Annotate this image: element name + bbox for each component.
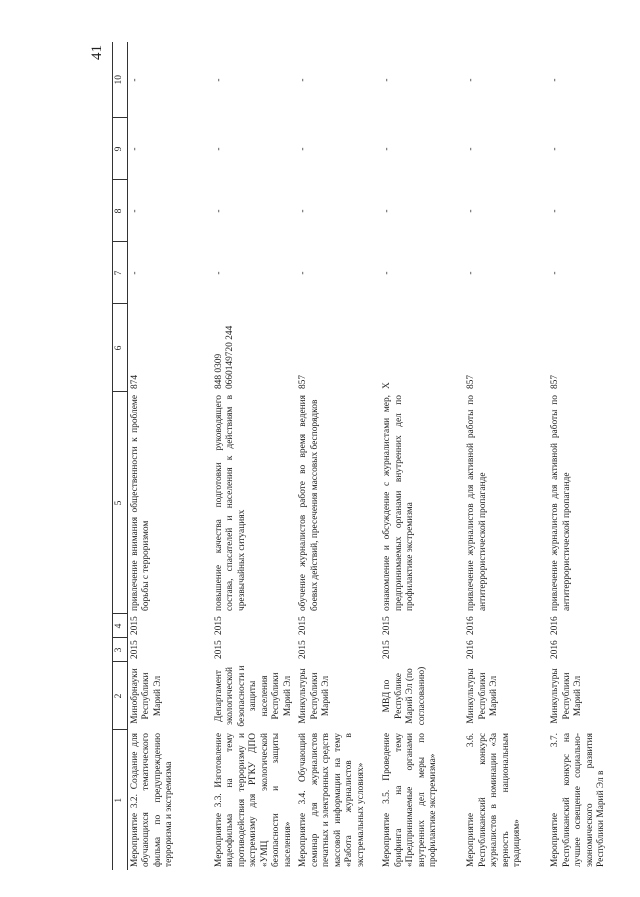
column-number: 3: [113, 638, 128, 662]
budget-code-cell: 857: [466, 374, 477, 389]
table-row: [548, 42, 632, 870]
end-year-cell: 2015: [298, 616, 309, 635]
result-cell: ознакомление и обсуждение с журналистами мер, предпринимаемых органами внутренних дел по профилактике экстремизма: [382, 395, 416, 611]
value-cell: -: [466, 209, 477, 213]
executor-cell: Департамент экологической безопасности и защиты населения Республики Марий Эл: [214, 665, 293, 727]
column-number: 10: [113, 42, 128, 118]
column-number: 4: [113, 614, 128, 638]
end-year-cell: 2015: [214, 616, 224, 635]
value-cell: -: [214, 271, 224, 275]
budget-code-cell: 857: [550, 374, 561, 389]
executor-cell: Минкультуры Республики Марий Эл: [466, 668, 500, 724]
column-number: 6: [113, 304, 128, 392]
value-cell: -: [382, 78, 393, 82]
table-row: [212, 42, 296, 870]
value-cell: -: [382, 147, 393, 151]
end-year-cell: 2015: [382, 616, 393, 635]
column-number: 7: [113, 242, 128, 304]
value-cell: -: [130, 209, 140, 213]
executor-cell: Минкультуры Республики Марий Эл: [298, 668, 332, 724]
value-cell: -: [550, 147, 561, 151]
budget-code-cell: 874: [130, 374, 140, 389]
activity-cell: Мероприятие 3.5. Проведение брифинга на тему «Предпринимаемые органами внутренних дел меры по профилактике экстремизма»: [382, 733, 439, 867]
column-number: 8: [113, 180, 128, 242]
start-year-cell: 2016: [466, 640, 477, 659]
activity-cell: Мероприятие 3.2. Создание для обучающихся тематического фильма по предупреждению терроризма и экстремизма: [130, 733, 175, 867]
page-number: 41: [89, 45, 105, 60]
result-cell: привлечение внимания общественности к проблеме борьбы с терроризмом: [130, 395, 152, 611]
budget-code-cell: 857: [298, 374, 309, 389]
value-cell: -: [550, 78, 561, 82]
start-year-cell: 2015: [298, 640, 309, 659]
start-year-cell: 2016: [550, 640, 561, 659]
start-year-cell: 2015: [214, 640, 224, 659]
value-cell: -: [382, 271, 393, 275]
value-cell: -: [214, 147, 224, 151]
value-cell: -: [550, 209, 561, 213]
activity-cell: Мероприятие 3.6. Республиканский конкурс журналистов в номинации «За верность национальным традициям»: [466, 733, 523, 867]
table-row: [128, 42, 213, 870]
value-cell: -: [298, 78, 309, 82]
value-cell: -: [130, 78, 140, 82]
start-year-cell: 2015: [130, 640, 140, 659]
value-cell: -: [466, 271, 477, 275]
column-number-row: [113, 42, 128, 870]
value-cell: -: [298, 271, 309, 275]
column-number: 5: [113, 392, 128, 614]
executor-cell: Минкультуры Республики Марий Эл: [550, 668, 584, 724]
column-number: 9: [113, 118, 128, 180]
table-row: [296, 42, 380, 870]
column-number: 1: [113, 730, 128, 870]
program-table: [112, 42, 632, 870]
value-cell: -: [298, 147, 309, 151]
table-row: [380, 42, 464, 870]
activity-cell: Мероприятие 3.4. Обучающий семинар для журналистов печатных и электронных средств массовой информации на тему «Работа журналистов в экстремальных условиях»: [298, 733, 366, 867]
executor-cell: МВД по Республике Марий Эл (по согласованию): [382, 666, 427, 726]
value-cell: -: [130, 147, 140, 151]
value-cell: -: [214, 209, 224, 213]
value-cell: -: [214, 78, 224, 82]
end-year-cell: 2016: [550, 616, 561, 635]
start-year-cell: 2015: [382, 640, 393, 659]
result-cell: привлечение журналистов для активной работы по антитеррористической пропаганде: [550, 395, 572, 611]
table-row: [464, 42, 548, 870]
value-cell: -: [298, 209, 309, 213]
value-cell: -: [466, 147, 477, 151]
column-number: 2: [113, 662, 128, 730]
value-cell: -: [550, 271, 561, 275]
end-year-cell: 2015: [130, 616, 140, 635]
activity-cell: Мероприятие 3.3. Изготовление видеофильма на тему противодействия терроризму и экстремизму для РГКУ ДПО «УМЦ экологической безопасности и защиты населения»: [214, 733, 293, 867]
executor-cell: Минобрнауки Республики Марий Эл: [130, 668, 163, 724]
rotated-table-container: [112, 42, 607, 870]
value-cell: -: [130, 271, 140, 275]
result-cell: повышение качества подготовки руководящего состава, спасателей и населения к действиям в чрезвычайных ситуациях: [214, 395, 247, 611]
budget-code-cell: 848 0309 0660149720 244: [214, 325, 236, 389]
result-cell: обучение журналистов работе во время ведения боевых действий, пресечения массовых беспорядков: [298, 395, 320, 611]
end-year-cell: 2016: [466, 616, 477, 635]
result-cell: привлечение журналистов для активной работы по антитеррористической пропаганде: [466, 395, 488, 611]
value-cell: -: [466, 78, 477, 82]
budget-code-cell: Х: [382, 382, 393, 389]
activity-cell: Мероприятие 3.7. Республиканский конкурс на лучшее освещение социально-экономического развития Республики Марий Эл в: [550, 733, 607, 867]
value-cell: -: [382, 209, 393, 213]
